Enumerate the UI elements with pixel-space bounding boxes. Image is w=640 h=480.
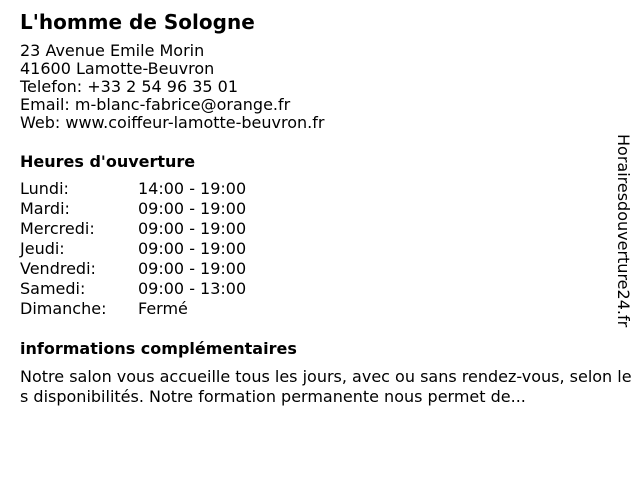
phone-number: Telefon: +33 2 54 96 35 01 <box>20 77 239 96</box>
hours-time: 14:00 - 19:00 <box>138 179 247 198</box>
hours-row-thursday <box>20 239 615 259</box>
hours-time: 09:00 - 19:00 <box>138 239 247 258</box>
email-address: Email: m-blanc-fabrice@orange.fr <box>20 95 291 114</box>
hours-row-wednesday <box>20 219 615 239</box>
hours-day: Dimanche: <box>20 299 107 318</box>
hours-row-friday <box>20 259 615 279</box>
hours-row-sunday <box>20 299 615 319</box>
info-text: Notre salon vous accueille tous les jours, avec ou sans rendez-vous, selon les disponibilités. Notre formation permanente nous permet de... <box>20 367 632 406</box>
hours-day: Samedi: <box>20 279 86 298</box>
hours-day: Vendredi: <box>20 259 96 278</box>
website-address: Web: www.coiffeur-lamotte-beuvron.fr <box>20 113 325 132</box>
hours-day: Jeudi: <box>20 239 65 258</box>
hours-table <box>20 179 615 319</box>
street-address: 23 Avenue Emile Morin <box>20 41 205 60</box>
hours-time: 09:00 - 19:00 <box>138 199 247 218</box>
hours-row-monday <box>20 179 615 199</box>
hours-time: 09:00 - 19:00 <box>138 219 247 238</box>
hours-day: Mardi: <box>20 199 70 218</box>
hours-row-saturday <box>20 279 615 299</box>
business-name: L'homme de Sologne <box>20 10 255 34</box>
hours-time: Fermé <box>138 299 188 318</box>
info-heading: informations complémentaires <box>20 339 297 358</box>
address-block <box>20 42 615 132</box>
brand-vertical-label: Horairesdouverture24.fr <box>614 134 633 328</box>
hours-time: 09:00 - 19:00 <box>138 259 247 278</box>
postal-city: 41600 Lamotte-Beuvron <box>20 59 215 78</box>
hours-row-tuesday <box>20 199 615 219</box>
hours-day: Lundi: <box>20 179 69 198</box>
hours-time: 09:00 - 13:00 <box>138 279 247 298</box>
hours-heading: Heures d'ouverture <box>20 152 196 171</box>
hours-day: Mercredi: <box>20 219 95 238</box>
